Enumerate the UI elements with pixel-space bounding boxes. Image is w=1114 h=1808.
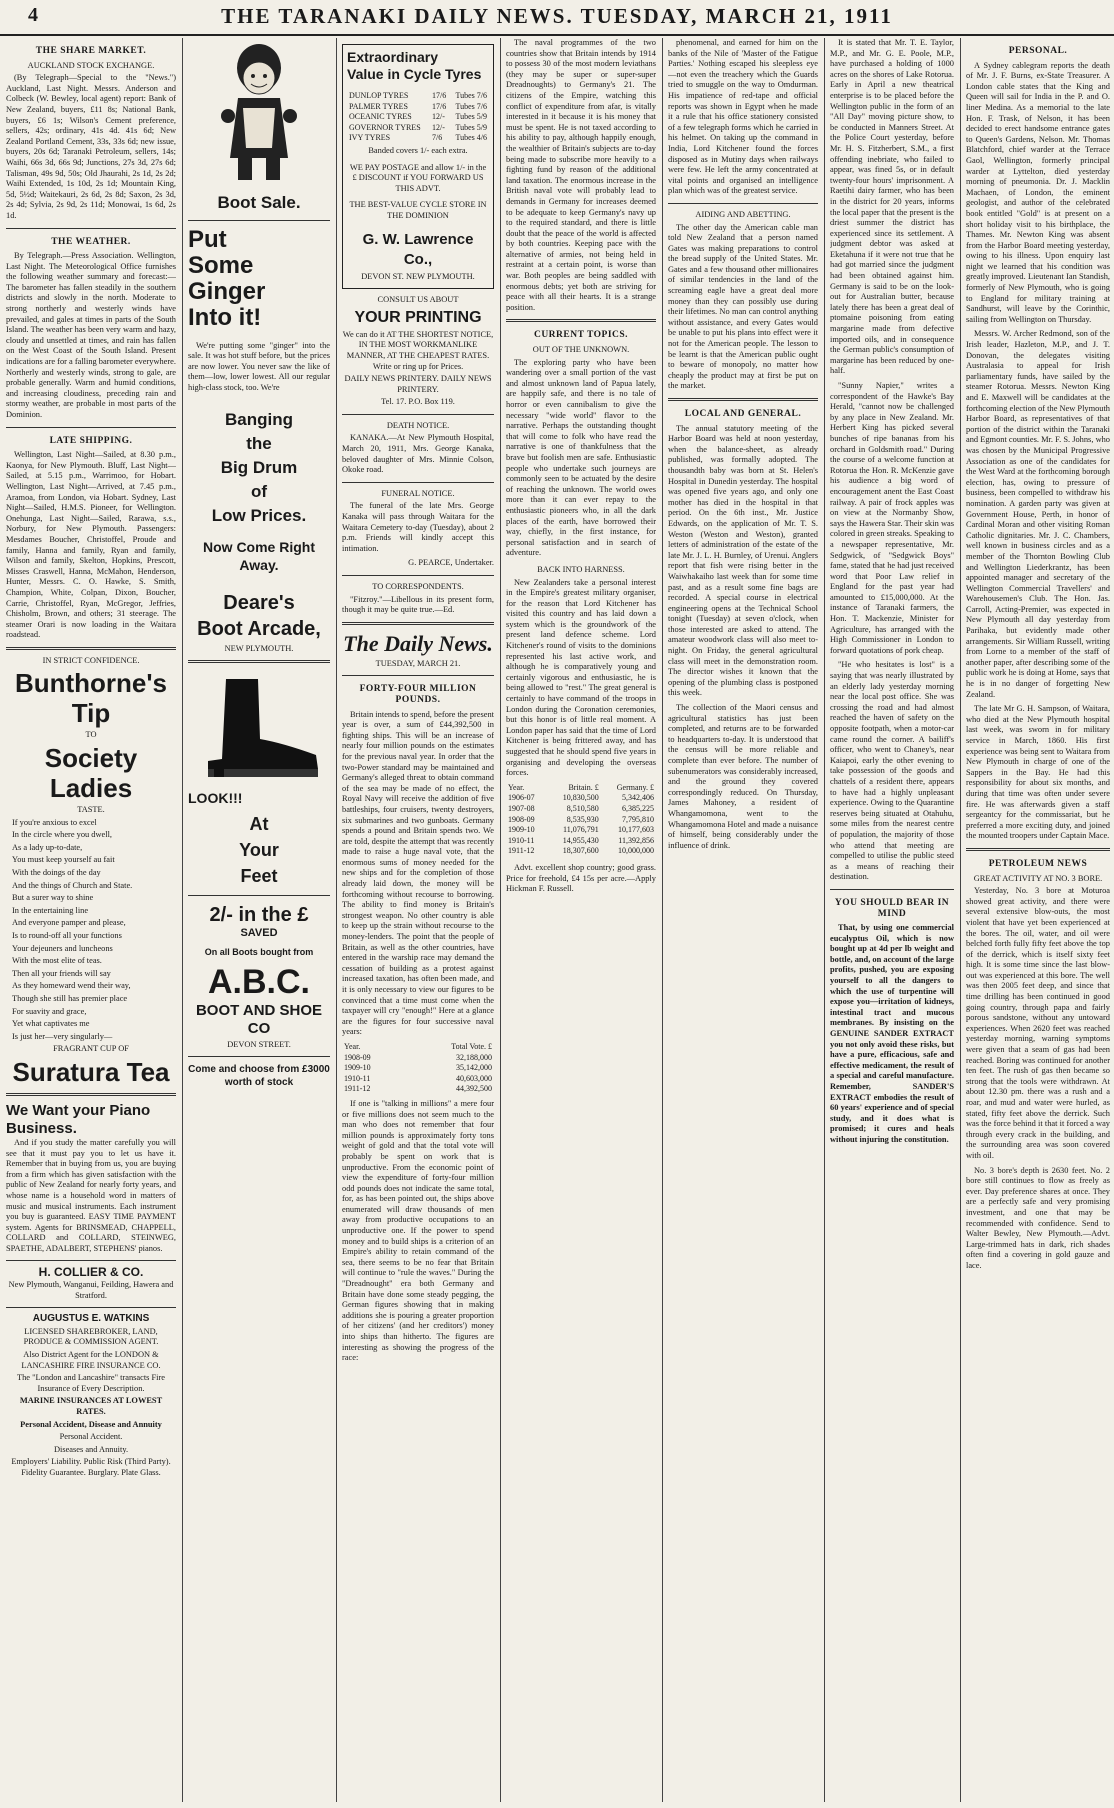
share-market-heading: THE SHARE MARKET.	[35, 46, 147, 56]
table-header: Year. Britain. £ Germany. £	[508, 782, 654, 792]
verse-line: With the most elite of teas.	[12, 956, 102, 966]
column-4	[506, 38, 656, 1802]
lawrence-heading: G. W. Lawrence Co.,	[362, 230, 474, 268]
abc-heading: A.B.C.	[208, 962, 310, 1001]
verse-line: Is to round-off all your functions	[12, 931, 122, 940]
verse-line: As a lady up-to-date,	[12, 842, 83, 852]
petroleum-text-2: No. 3 bore's depth is 2630 feet. No. 2 bore still continues to flow as freely as ever. Day preference shares at once. They are a perfectly safe and very promising investment, and one that may be recommended with confidence. Send to Walter Bewley, New Plymouth.—Advt. Large-trimmed hats in dark, rich shades often find a covering in gold gauze and lace.	[966, 1165, 1110, 1270]
table-row: 1910-11 40,603,000	[344, 1073, 492, 1083]
verse-line: Is just her—very singularly—	[12, 1031, 113, 1041]
table-row: OCEANIC TYRES 12/- Tubes 5/9	[349, 112, 487, 122]
local-general-text: The annual statutory meeting of the Harbor Board was held at noon yesterday, when the balance-sheet, as already published, was formally adopted. The thousandth baby was born at St. Helen's Hospital in Dunedin yesterday. The hospital was opened five years ago, and only one mother has died in the hospital in that period. On the 6th inst., Mr. Justice Edwards, on the application of Mr. T. S. Weston (Weston and Weston), granted letters of administration of the estate of the late Mr. J. L. H. Burnley, of Urenui. Anglers report that fish were rising better in the Waiwhakaiho last week than for some time past, and as a result some fine bags are recorded. A special course in electrical engineering opens at the Technical School tonight (Tuesday) at seven o'clock, when those interested are asked to attend. The amateur woodwork class will also meet to-night. On Friday, the general agricultural class will meet in the demonstration room. The director wishes it known that the opening of the plumbing class is postponed this week.	[668, 423, 818, 698]
verse-line: Your dejeuners and luncheons	[12, 943, 113, 953]
telephone-text: Tel. 17. P.O. Box 119.	[381, 397, 455, 407]
verse-line: Yet what captivates me	[12, 1019, 90, 1029]
put-word: Put	[188, 225, 227, 253]
big-drum-word: Big Drum	[220, 457, 298, 477]
agent-text: Also District Agent for the LONDON & LANCASHIRE FIRE INSURANCE CO.	[21, 1350, 161, 1370]
boot-shoe-heading: BOOT AND SHOE CO	[195, 1001, 323, 1037]
bunthorne-heading: Bunthorne's Tip	[14, 668, 168, 729]
boot-sale-heading: Boot Sale.	[217, 192, 301, 212]
column-rule	[662, 38, 663, 1802]
consult-label: CONSULT US ABOUT	[377, 295, 459, 305]
banging-word: Banging	[225, 409, 293, 429]
column-6	[830, 38, 954, 1802]
verse-line: In the entertaining line	[12, 905, 89, 915]
now-come-text: Now Come Right Away.	[203, 538, 315, 573]
taste-label: TASTE.	[77, 805, 105, 815]
deares-heading: Deare's	[223, 591, 295, 614]
table-row: 1909-10 11,076,791 10,177,603	[508, 825, 654, 835]
of-word: of	[250, 481, 268, 501]
personal-heading: PERSONAL.	[1008, 46, 1068, 56]
verse-line: And the things of Church and State.	[12, 880, 133, 890]
abetting-text: The other day the American cable man told New Zealand that a person named Gates was making preparations to control the bread supply of the United States. Mr. Gates and a few thousand other millionaires of similar tendencies in the land of the screaming eagle have a great deal more money than they can possibly use during their lifetimes. No man can control anything without assistance, and every Gates would be unable to put his plans into effect were it not for the American people. The lesson to be learnt is that the American public ought to beware of monopoly, no matter how cheaply the product may at first be put on the market.	[668, 222, 818, 391]
table-row: 1911-12 44,392,500	[344, 1084, 492, 1094]
best-value-text: THE BEST-VALUE CYCLE STORE IN THE DOMINION	[349, 200, 487, 220]
death-notice-heading: DEATH NOTICE.	[386, 420, 450, 430]
the-word: the	[246, 433, 272, 453]
saved-label: SAVED	[240, 927, 278, 940]
correspondents-heading: TO CORRESPONDENTS.	[372, 582, 464, 591]
naval-text: The naval programmes of the two countries show that Britain intends by 1914 to possess 30 of the most modern leviathans (they may be super or super-super Dreadnoughts) to Germany's 21. The citizens of the Empire, watching this conflict of expenditure from afar, is vitally interested in it because it is his money that must be spent. He is not taxed according to his ability to pay, although happily enough, the wealthier of Britain's subjects are to-day being made to subscribe more heavily to a fighting fund by reason of the additional land taxation. The enormous increase in the British naval vote will probably lead to demands in Germany for increases deemed to be adequate to keep Germany's navy up to the required standard, and there is little doubt that the peace of the world is affected by both countries. Keeping pace with the alternative of armies, not being held in restraint at a certain point, is worse than war. Both peoples are being saddled with enormous debts; yet both are striving for peace with all their hearts. It is a strange position.	[506, 38, 656, 312]
column-rule	[960, 38, 961, 1802]
to-label: TO	[85, 730, 97, 740]
extraordinary-heading: Extraordinary	[347, 49, 439, 65]
petroleum-heading: PETROLEUM NEWS	[988, 858, 1088, 869]
verse-line: In the circle where you dwell,	[12, 830, 112, 840]
society-heading: Society Ladies	[44, 743, 138, 804]
local-text-a: It is stated that Mr. T. E. Taylor, M.P., and Mr. G. E. Poole, M.P., have purchased a holding of 1000 acres on the shores of Lake Rotorua. Early in April a new theatrical enterprise is to be placed before the Wellington public in the form of an "All Day" moving picture show, to be conducted in Manners Street. At the Police Court yesterday, before Mr. H. S. Fitzherbert, S.M., a first offending inebriate, who failed to appear, was fined 5s, or in default twenty-four hours' imprisonment. A Raetihi dairy farmer, who has been in the district for 20 years, informs the local paper that the present is the driest summer the district has experienced since its settlement. A judgment debtor was asked at Eketahuna if it were not true that he had got married since the judgment had been obtained against him. Germany is said to be on the look-out for Australian butter, because lately there has been a great deal of ptomaine poisoning from eating margarine made from defective imported oils, and in consequence the German public's consumption of margarine has been reduced by one-half.	[830, 38, 954, 376]
new-plymouth-label: NEW PLYMOUTH.	[224, 643, 294, 653]
local-text-c: "He who hesitates is lost" is a saying that was nearly illustrated by an elderly lady yesterday morning near the local post office. She was crossing the road and had almost reached the haven of safety on the opposite footpath, when a motor-car came round the corner. A bailiff's officer, who went to Chaney's, near Kaiapoi, early the other evening to take possession of the goods and chattels of a resident there, appears to have had a highly unpleasant experience. Owing to the Quarantine reserves being situated at Otahuhu, some miles from the nearest centre of population, the majority of those who attend that meeting are compelled to utilise the public steed as a means of reaching their destination.	[830, 660, 954, 882]
accident2-text: Personal Accident.	[59, 1432, 123, 1442]
masthead-title: THE TARANAKI DAILY NEWS. TUESDAY, MARCH 21, 1911	[221, 4, 893, 28]
unknown-heading: OUT OF THE UNKNOWN.	[532, 345, 630, 355]
disease-text: Diseases and Annuity.	[53, 1444, 129, 1454]
column-7	[966, 38, 1110, 1802]
forty-four-million-text-2: If one is "talking in millions" a mere four or five millions does not seem much to the man who does not remember that four million pounds is approximately forty tons weight of gold and that the total vote will probably be spent on work that is unproductive. From the economic point of view the expenditure of forty-four million odd pounds does not indicate the same total, for, as has been pointed out, the ships above enumerated will draw thousands of men away from productive occupations to an unproductive one. If the power to spend money and to build ships is a criterion of an Empire's ability to retain command of the sea, there seems to be no fear that Britain will continue to "rule the waves." During the "Dreadnought" era both Germany and Britain have done some steady pegging, the German figures showing that in making additions she is pouring a greater proportion of her citizens' (and her creditors') money into ships than hitherto. The figures are interesting as showing the progress of the race:	[342, 1098, 494, 1363]
column-rule	[182, 38, 183, 1802]
unknown-text: The exploring party who have been wandering over a small portion of the vast and almost unknown land of Papua lately, are happily safe, and there is no tale of horror or even cannibalism to give the necessary "wide world" flavor to the narrative. Perhaps the outstanding thought that will come to folk who have read the narrative is one of thankfulness that the brave but foolish men are safe. Enthusiastic people who undertake such journeys are commonly seen to be actuated by the desire of reaching the unknown. The world owes more than it can ever repay to the enthusiastic pioneers who, in all the dark places of the earth, have borrowed their way, chiefly, in the first instance, for personal satisfaction and in search of adventure.	[506, 357, 656, 558]
share-market-text: (By Telegraph—Special to the "News.") Auckland, Last Night. Messrs. Anderson and Colbeck (W. Bewley, local agent) report: Bank of New Zealand, buyers, £11 8s; National Bank, buyers, £6 1s; Wilson's Cement preference, sellers, 42s; ordinary, 41s 4d. 41s 6d; New Zealand Portland Cement, 33s, 33s 6d; new issue, buyers, 20s 6d; Taranaki Petroleum, sellers, 14s; Waihi, 66s 3d, 66s 9d; Junctions, 27s 3d, 27s 6d; Talisman, 49s 9d, 50s; Old Jhaurahi, 2s 1d, 2s 2d; Waihi Extended, 1s 10d, 2s 1d; Mountain King, 5d, 5½d; Waitekauri, 2s 6d, 2s 8d; Saxon, 2s 3d, 2s 4d; Sylvia, 2s 9d, 2s 11d; Monowai, 1s 6d, 2s 1d.	[6, 73, 176, 220]
lawrence-address: DEVON ST. NEW PLYMOUTH.	[361, 271, 475, 281]
column-1	[6, 38, 176, 1802]
share-market-subheading: AUCKLAND STOCK EXCHANGE.	[27, 60, 155, 70]
local-general-heading: LOCAL AND GENERAL.	[684, 409, 802, 419]
come-choose-text: Come and choose from £3000 worth of stock	[188, 1064, 330, 1089]
verse-line: For suavity and grace,	[12, 1006, 87, 1016]
printery-text: DAILY NEWS PRINTERY. DAILY NEWS PRINTERY.	[344, 374, 492, 394]
jester-illustration	[188, 38, 330, 188]
masthead	[0, 0, 1114, 36]
weather-heading: THE WEATHER.	[51, 236, 131, 247]
current-topics-heading: CURRENT TOPICS.	[533, 330, 629, 341]
two-shillings-heading: 2/- in the £	[209, 904, 309, 927]
boot-arcade-heading: Boot Arcade,	[197, 617, 321, 640]
your-word: Your	[239, 840, 279, 861]
naval-vote-table	[342, 1042, 494, 1095]
bear-in-mind-text: That, by using one commercial eucalyptus Oil, which is now bought up at 4d per lb weight and bottle, and, on account of the large profits, pushed, you are exposing yourself to all the dangers to which the use of turpentine will expose you—irritation of kidneys, intestinal tract and mucous membranes. By insisting on the GENUINE SANDER EXTRACT you not only avoid these risks, but have a pure, efficacious, safe and effective medicament, the result of a special and careful manufacture. Remember, SANDER'S EXTRACT embodies the result of 60 years' experience and of special study, and it does what is promised; it cures and heals without injuring the constitution.	[830, 923, 954, 1144]
piano-heading: We Want your Piano Business.	[6, 1101, 151, 1137]
tyre-price-table	[347, 91, 489, 144]
watkins-heading: AUGUSTUS E. WATKINS	[32, 1313, 150, 1325]
accident-text: Personal Accident, Disease and Annuity	[20, 1419, 162, 1429]
table-row: 1906-07 10,830,500 5,342,406	[508, 793, 654, 803]
collier-heading: H. COLLIER & CO.	[38, 1265, 144, 1280]
column-rule	[336, 38, 337, 1802]
petroleum-text: Yesterday, No. 3 bore at Moturoa showed great activity, and there were several extensive blow-outs, the most violent that have yet been experienced at the bores. The oil, water, and oil were belched forth fully fifty feet above the top of the derrick, which is itself sixty feet high. It is some time since the last blow-out was experienced at this bore. The well was then 2005 feet deep, and since that time drilling has been continued in good going country, through papa and fairly porous sandstone, without any untoward experiences. When 2620 feet was reached yesterday morning, warning symptoms were given that a seam of gas had been reached. Boring was continued for another ten feet. The rush of gas then became so strong that the tools were withdrawn. At about 12.30 pm. there was a rush and a roar, and mud and water were hurled, as stated, fifty feet above the derrick. Such was the force behind it that it forced a way through every crack in the building, and the surrounding area was soon covered with oil.	[966, 886, 1110, 1160]
verse-line: As they homeward wend their way,	[12, 981, 131, 991]
verse-line: Then all your friends will say	[12, 968, 111, 978]
lancashire-text: The "London and Lancashire" transacts Fire Insurance of Every Description.	[17, 1373, 165, 1393]
forty-four-million-heading: FORTY-FOUR MILLION POUNDS.	[359, 684, 477, 705]
table-row: IVY TYRES 7/6 Tubes 4/6	[349, 133, 487, 143]
undertaker-name: G. PEARCE, Undertaker.	[408, 558, 494, 568]
ginger-word: Ginger	[188, 277, 266, 305]
funeral-notice-heading: FUNERAL NOTICE.	[381, 488, 455, 498]
personal-text-3: The late Mr G. H. Sampson, of Waitara, who died at the New Plymouth hospital last week, was sworn in for military service in March, 1860. His first experience was being sent to Waitara from New Plymouth in charge of one of the Sappers in the Bay. He had this responsibility for about six months, and during that time was often under severe fire. He was afterwards given a staff sergeantcy for the commissariat, but he preferred a more exciting duty, and joined the mounted troopers under Captain Mace.	[966, 704, 1110, 841]
look-heading: LOOK!!!	[188, 789, 243, 806]
boot-illustration	[188, 669, 330, 789]
forty-four-million-text: Britain intends to spend, before the present year is over, a sum of £44,392,500 in fighting ships. This will be an increase of nearly four million pounds on the estimates for the previous naval year. In order that the two-Power standard may be maintained and Germany's alleged threat to obtain command of the sea may be made of no effect, the Royal Navy will receive the addition of five battleships, four cruisers, twenty destroyers, six submarines and two gunboats. Germany spends a pound and Britain spends two. We are told, despite the attempt that was recently made to raise a huge naval vote, that the enormous sums of money needed for the new ships and for the completion of those already laid down, the money will be forthcoming without recourse to borrowing. The ability to find money is Britain's strongest weapon. No other country is able to keep up the strain without recourse to the money-lenders. The point that the people of Britain, as well as the other countries, have entered in the warship race may demand the cessation of building as a protest against increased taxation, has often been made, and it is only necessary to view our figures to be convinced that a time must come when the taxpayer will cry "enough!" Here at a glance are the figures for four successive naval years:	[342, 709, 494, 1037]
abetting-heading: AIDING AND ABETTING.	[695, 209, 791, 219]
fragrant-label: FRAGRANT CUP OF	[53, 1044, 129, 1054]
watkins-text: LICENSED SHAREBROKER, LAND, PRODUCE & COMMISSION AGENT.	[23, 1326, 159, 1347]
verse-line: Though she still has premier place	[12, 993, 128, 1003]
column-2	[188, 38, 330, 1802]
kitchener-text: phenomenal, and earned for him on the banks of the Nile of 'Master of the Fatigue Parties.' Nothing escaped his sleepless eye—not even the treachery which the Guards tried to smuggle on the way to Omdurman. His impatience of red-tape and official reports was shown in Egypt when he made it a rule that his office stationery consisted of a few telegraph forms which he carried in his helmet. On taking up the command in India, Lord Kitchener found the forces disposed as in Mutiny days when railways were few. He left the army concentrated at vital points and organised an intelligence plan which was of the greatest service.	[668, 38, 818, 196]
verse-line: But a surer way to shine	[12, 893, 94, 903]
shipping-text: Wellington, Last Night—Sailed, at 8.30 p.m., Kaonya, for New Plymouth. Bluff, Last Night—Sailed, at 5.15 p.m., Warrimoo, for Hobart. Wellington, Last Night—Arrived, at 7.45 p.m., Aramoa, from London, via Hobart. Sydney, Last Night—Sailed, H.M.S. Pioneer, for Wellington. Onehunga, Last Night—Sailed, Rarawa, s.s., Norbury, for New Plymouth. Passengers: Mesdames Boucher, Christoffel, Proude and family, Hanna and family, Ryan and family, Wilson and family, Skelton, Hopkins, Prescott, Misses Craswell, Hanna, McMahon, Henderson, Hunter, Messrs. C. O. Hawke, S. Smith, Champion, White, Colpan, Dixon, Boucher, Carrie, Christoffel, Ryan, McGregor, Jeffries, Chisholm, Brown, and others; 31 steerage. The steamer Orari is now loading in the Waitara roadstead.	[6, 450, 176, 640]
harness-text: New Zealanders take a personal interest in the Empire's greatest military organiser, for the reason that Lord Kitchener has visited this country and has laid down a system which is the groundwork of the present land defence scheme. Lord Kitchener's round of visits to the dominions represented his last active work, and although he is comparatively young and certainly vigorous and enthusiastic, he is being allowed to "rest." The great general is certainly to have command of the troops in London during the Coronation ceremonies, but this honor is of little real moment. A London paper has said that the time of Lord Kitchener is being frittered away, and has suggested that he should spend five years in organising and developing the overseas forces.	[506, 577, 656, 778]
cycle-tyre-advert	[342, 44, 494, 289]
printing-text: We can do it AT THE SHORTEST NOTICE, IN THE MOST WORKMANLIKE MANNER, AT THE CHEAPEST RATES. Write or ring up for Prices.	[342, 329, 494, 371]
death-notice-text: KANAKA.—At New Plymouth Hospital, March 20, 1911, Mrs. George Kanaka, beloved daughter of Mrs. Minnie Colson, Okoke road.	[342, 433, 494, 475]
column-rule	[824, 38, 825, 1802]
verse-line: If you're anxious to excel	[12, 817, 97, 827]
postage-text: WE PAY POSTAGE and allow 1/- in the £ DISCOUNT if YOU FORWARD US THIS ADVT.	[349, 162, 487, 193]
table-row: GOVERNOR TYRES 12/- Tubes 5/9	[349, 122, 487, 132]
marine-text: MARINE INSURANCES AT LOWEST RATES.	[19, 1396, 163, 1416]
verse-line: With the doings of the day	[12, 868, 101, 878]
your-printing-heading: YOUR PRINTING	[354, 308, 482, 326]
daily-news-masthead: The Daily News.	[343, 630, 493, 656]
table-row: 1908-09 8,535,930 7,795,810	[508, 814, 654, 824]
table-row: 1908-09 32,188,000	[344, 1052, 492, 1062]
personal-text: A Sydney cablegram reports the death of Mr. J. F. Burns, ex-State Treasurer. A London cable states that the King and Queen will sail for India in the P. and O. liner Medina. As a memorial to the late Hon. F. Trask, of Nelson, it has been decided to erect handsome entrance gates to Queen's Gardens, Nelson. Mr. Thomas Blatchford, chief warder at the Terrace Gaol, Wellington, formerly principal warder at Lyttelton, died yesterday morning of pneumonia. Dr. J. Macklin Machaen, of London, the eminent geologist, and author of the celebrated book entitled "Gold" is at present on a short holiday visit to his birthplace, the Thames. Mr. Newton King was absent from the Harbor Board meeting yesterday, owing to his illness. Upon enquiry last night we learned that his condition was greatly improved. Lieutenant Ian Standish, formerly of New Plymouth, who is going to England for military training at Sandhurst, will leave by the Corinthic, sailing from Wellington on Thursday.	[966, 60, 1110, 324]
at-word: At	[249, 814, 269, 835]
shipping-heading: LATE SHIPPING.	[49, 435, 133, 446]
verse-line: You must keep yourself au fait	[12, 855, 115, 865]
table-header: Year. Total Vote. £	[344, 1041, 492, 1051]
confidence-heading: IN STRICT CONFIDENCE.	[42, 655, 140, 665]
some-word: Some	[188, 251, 254, 279]
advt-text: Advt. excellent shop country; good grass. Price for freehold, £4 15s per acre.—Apply Hickman F. Russell.	[506, 862, 656, 894]
column-5	[668, 38, 818, 1802]
feet-word: Feet	[240, 866, 278, 887]
into-it-word: Into it!	[188, 303, 262, 331]
verse-line: And everyone pamper and please,	[12, 918, 126, 928]
weather-text: By Telegraph.—Press Association. Wellington, Last Night. The Meteorological Office furnishes the following weather summary and forecast:—The barometer has fallen steadily in the southern districts and slowly in the north. Moderate to strong northerly and westerly winds have prevailed, and gales at times in parts of the South Island. The weather has been very warm and hazy, cloudy and unsettled at times, and rain has fallen on the West Coast of the South Island. Present indications are for a falling barometer everywhere. Northerly and westerly winds, strong to gale, are probable generally. Warm and humid conditions, and increasing cloudiness, preceding rain and stormy weather, are probable in most parts of the Dominion.	[6, 251, 176, 419]
funeral-notice-text: The funeral of the late Mrs. George Kanaka will pass through Waitara for the Waitara Cemetery to-day (Tuesday), about 2 p.m. Friends will kindly accept this intimation.	[342, 501, 494, 553]
table-row: 1907-08 8,510,580 6,385,225	[508, 803, 654, 813]
employers-text: Employers' Liability. Public Risk (Third Party). Fidelity Guarantee. Burglary. Plate Glass.	[11, 1457, 171, 1477]
suratura-heading: Suratura Tea	[12, 1056, 170, 1087]
table-row: 1911-12 18,307,600 10,000,000	[508, 846, 654, 856]
local-general-text-2: The collection of the Maori census and agricultural statistics has just been completed, and returns are to be forwarded to headquarters to-day. It is understood that the census will be more reliable and complete than ever before. The number of subenumerators was considerably increased, and the ground they covered correspondingly reduced. On Thursday, James Mahoney, a resident of Whangamomona, went to the Whangamomona Hotel and made a nuisance of himself, being considerably under the influence of drink.	[668, 703, 818, 850]
personal-text-2: Messrs. W. Archer Redmond, son of the Irish leader, Hazleton, M.P., and J. T. Donovan, the delegates visiting Australasia to appeal for Irish parliamentary funds, have sailed by the steamer Rotorua. Messrs. Newton King and E. Maxwell will be candidates at the forthcoming election of the New Plymouth Harbor Board, as representatives of that portion of the district within the Taranaki and Egmont counties. Mr. F. S. Johns, who was chosen by the Municipal Progressive Association as one of the candidates for the West Ward at the forthcoming borough election, has, owing to pressure of business, been compelled to withdraw his nomination. A garden party was given at Government House, Perth, in honor of Cardinal Moran and other visiting Roman Catholic dignitaries. Mr. J. C. Chambers, well known in business circles and as a member of the Thornton Bowling Club and Wellington Liederkrantz, has been appointed manager and secretary of the Wellington Commercial Travellers' and Warehousemen's Club. The Hon. Jas. Carroll, Acting-Premier, was expected in New Plymouth all day yesterday from Parihaka, but evidently made other arrangements. Sir William Russell, writing from Lorne to a member of the staff of another paper, after describing some of the public work he is doing at Home, says that he is in no danger of forgetting New Zealand.	[966, 329, 1110, 699]
table-row: DUNLOP TYRES 17/6 Tubes 7/6	[349, 91, 487, 100]
column-3	[342, 38, 494, 1802]
devon-street-label: DEVON STREET.	[227, 1039, 291, 1049]
low-prices-word: Low Prices.	[211, 505, 307, 525]
editorial-date: TUESDAY, MARCH 21.	[375, 658, 461, 668]
ginger-text: We're putting some "ginger" into the sale. It was hot stuff before, but the prices are now lower. You never saw the like of them—low, lower lowest. All our regular high-class stock, too. We're	[188, 340, 330, 392]
table-row: 1909-10 35,142,000	[344, 1063, 492, 1073]
table-row: 1910-11 14,955,430 11,392,856	[508, 835, 654, 845]
piano-text: And if you study the matter carefully you will see that it must pay you to let us have it. Remember that in buying from us, you are buying from a firm which has given satisfaction with the public of New Zealand for nearly forty years, and whose name is a household word in matters of music and musical instruments. Each instrument you buy is guaranteed. EASY TIME PAYMENT system. Agents for BRINSMEAD, CHAPPELL, COLLARD and COLLARD, STEINWEG, SPAETHE, ADALBERT, STEPHENS' pianos.	[6, 1137, 176, 1253]
petroleum-subheading: GREAT ACTIVITY AT NO. 3 BORE.	[973, 873, 1103, 883]
bear-in-mind-heading: YOU SHOULD BEAR IN MIND	[834, 897, 950, 919]
table-row: PALMER TYRES 17/6 Tubes 7/6	[349, 101, 487, 111]
local-text-b: "Sunny Napier," writes a correspondent of the Hawke's Bay Herald, "cannot now be challenged by any place in New Zealand. Mr. Herbert King has picked several bunches of ripe bananas from his orchard in Goldsmith road." During the course of a welcome function at Rotorua the Hon. R. McKenzie gave his audience a big word of encouragement anent the East Coast railway. A pair of frock apples was on view at the Normanby Show, says the Hawera Star. Their skin was colored in green streaks. Speaking to a newspaper representative, Mr. Sedgwick, of "Sedgwick Boys" fame, stated that he had just received word that Poor Law relief in England for the past year had amounted to £15,000,000. At the instance of Taranaki farmers, the Hon. T. Mackenzie, Minister for Agriculture, has arranged with the High Commissioner in London to forward quotations of pork cheap.	[830, 381, 954, 655]
value-heading: Value in Cycle Tyres	[347, 66, 482, 82]
britain-germany-table	[506, 783, 656, 857]
banded-covers-text: Banded covers 1/- each extra.	[368, 145, 468, 155]
all-boots-label: On all Boots bought from	[204, 946, 314, 957]
correspondents-text: "Fitzroy."—Libellous in its present form, though it may be quite true.—Ed.	[342, 594, 494, 615]
collier-address: New Plymouth, Wanganui, Feilding, Hawera and Stratford.	[8, 1280, 174, 1300]
column-rule	[500, 38, 501, 1802]
harness-heading: BACK INTO HARNESS.	[537, 564, 625, 574]
page-number: 4	[28, 4, 38, 26]
